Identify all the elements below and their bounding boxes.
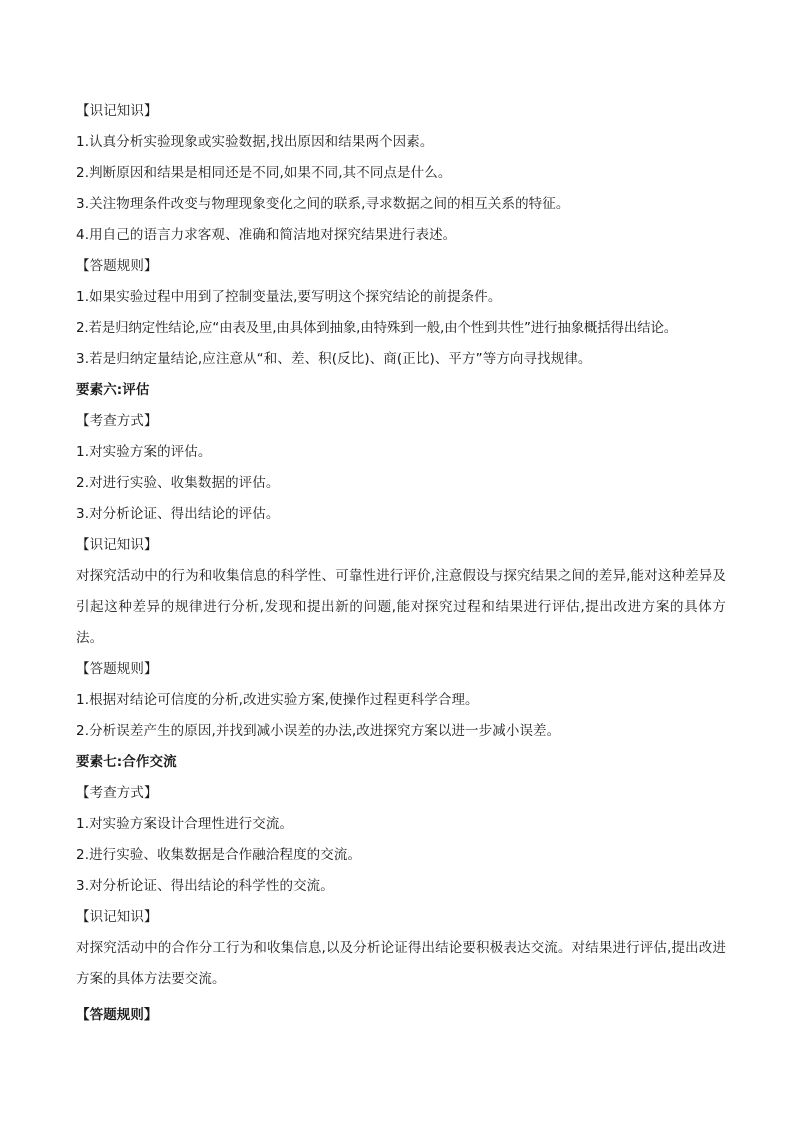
section-label-assessment: 【考查方式】 bbox=[76, 785, 158, 801]
list-item: 2.对进行实验、收集数据的评估。 bbox=[76, 475, 280, 491]
list-item: 2.进行实验、收集数据是合作融洽程度的交流。 bbox=[76, 847, 362, 863]
section-label-rules: 【答题规则】 bbox=[76, 661, 158, 677]
list-item: 3.关注物理条件改变与物理现象变化之间的联系,寻求数据之间的相互关系的特征。 bbox=[76, 196, 570, 212]
section-label-rules: 【答题规则】 bbox=[76, 1007, 158, 1023]
list-item: 1.如果实验过程中用到了控制变量法,要写明这个探究结论的前提条件。 bbox=[76, 289, 502, 305]
list-item: 3.若是归纳定量结论,应注意从“和、差、积(反比)、商(正比)、平方”等方向寻找规律。 bbox=[76, 351, 592, 367]
list-item: 1.对实验方案的评估。 bbox=[76, 444, 212, 460]
section-label-rules: 【答题规则】 bbox=[76, 258, 158, 274]
section-label-memorize: 【识记知识】 bbox=[76, 537, 158, 553]
list-item: 1.认真分析实验现象或实验数据,找出原因和结果两个因素。 bbox=[76, 134, 434, 150]
section-heading-evaluation: 要素六:评估 bbox=[76, 382, 150, 398]
list-item: 2.判断原因和结果是相同还是不同,如果不同,其不同点是什么。 bbox=[76, 165, 452, 181]
list-item: 2.分析误差产生的原因,并找到减小误差的办法,改进探究方案以进一步减小误差。 bbox=[76, 723, 561, 739]
list-item: 3.对分析论证、得出结论的评估。 bbox=[76, 506, 280, 522]
list-item: 1.根据对结论可信度的分析,改进实验方案,使操作过程更科学合理。 bbox=[76, 692, 479, 708]
body-paragraph: 对探究活动中的合作分工行为和收集信息,以及分析论证得出结论要积极表达交流。对结果进行评估,提出改进方案的具体方法要交流。 bbox=[76, 940, 726, 987]
list-item: 4.用自己的语言力求客观、准确和简洁地对探究结果进行表述。 bbox=[76, 227, 457, 243]
section-heading-cooperation: 要素七:合作交流 bbox=[76, 754, 177, 770]
section-label-memorize: 【识记知识】 bbox=[76, 103, 158, 119]
list-item: 2.若是归纳定性结论,应“由表及里,由具体到抽象,由特殊到一般,由个性到共性”进行抽象概括得出结论。 bbox=[76, 320, 678, 336]
section-label-memorize: 【识记知识】 bbox=[76, 909, 158, 925]
body-paragraph: 对探究活动中的行为和收集信息的科学性、可靠性进行评价,注意假设与探究结果之间的差异,能对这种差异及引起这种差异的规律进行分析,发现和提出新的问题,能对探究过程和结果进行评估,提出改进方案的具体方法。 bbox=[76, 568, 726, 646]
list-item: 3.对分析论证、得出结论的科学性的交流。 bbox=[76, 878, 334, 894]
section-label-assessment: 【考查方式】 bbox=[76, 413, 158, 429]
list-item: 1.对实验方案设计合理性进行交流。 bbox=[76, 816, 294, 832]
